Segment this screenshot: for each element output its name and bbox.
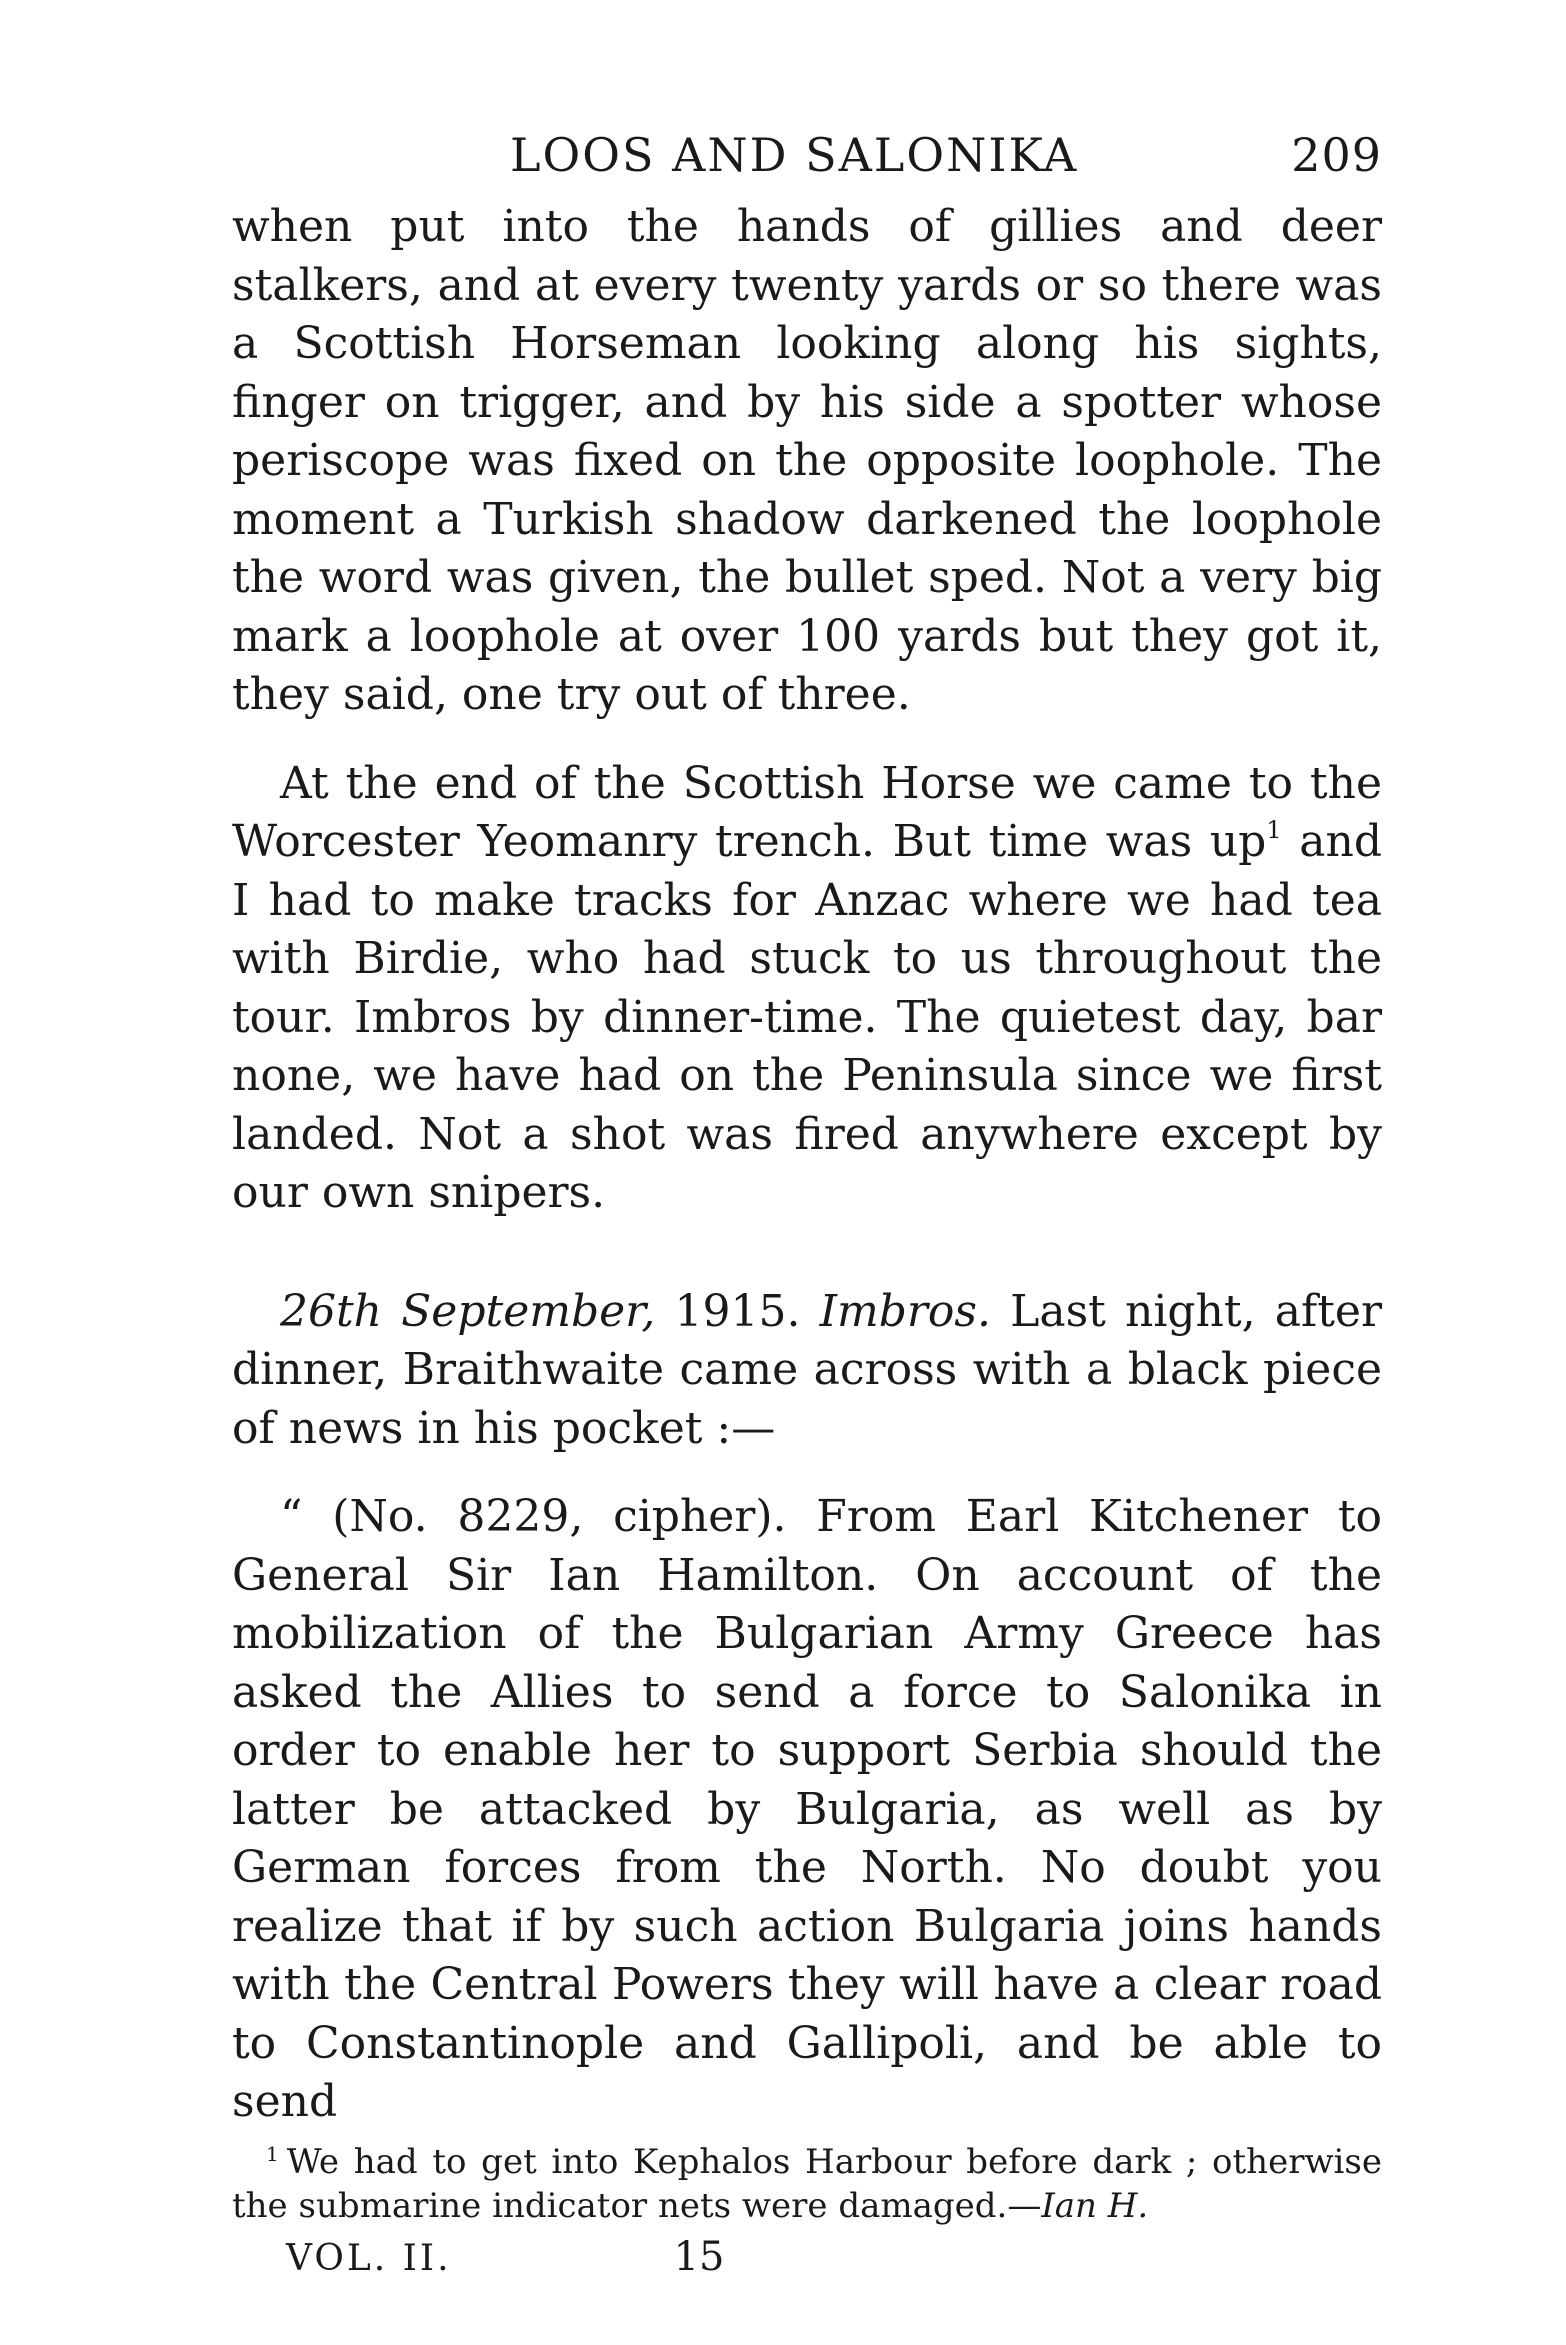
volume-mark: VOL. II. (286, 2237, 452, 2279)
footnote-marker: 1 (266, 2141, 279, 2166)
paragraph-3 (232, 1283, 1382, 1459)
footnote (232, 2140, 1382, 2228)
footnote-text: We had to get into Kephalos Harbour before dark ; otherwise the submarine indicator nets were damaged.— (232, 2141, 1382, 2226)
page-number: 209 (1291, 128, 1382, 182)
paragraph-2 (232, 755, 1382, 1223)
book-page (232, 128, 1382, 2284)
sheet-signature: 15 (673, 2233, 725, 2280)
paragraph-2-text-a: At the end of the Scottish Horse we came to the Worcester Yeomanry trench. But time was up (232, 757, 1382, 867)
paragraph-4-telegram: “ (No. 8229, cipher). From Earl Kitchener to General Sir Ian Hamilton. On account of the mobilization of the Bulgarian Army Greece has asked the Allies to send a force to Salonika in order to enable her to support Serbia should the latter be attacked by Bulgaria, as well as by German forces from the North. No doubt you realize that if by such action Bulgaria joins hands with the Central Powers they will have a clear road to Constantinople and Gallipoli, and be able to send (232, 1491, 1382, 2127)
paragraph-1: when put into the hands of gillies and deer stalkers, and at every twenty yards or so there was a Scottish Horseman looking along his sights, finger on trigger, and by his side a spotter whose periscope was fixed on the opposite loophole. The moment a Turkish shadow darkened the loophole the word was given, the bullet sped. Not a very big mark a loophole at over 100 yards but they got it, they said, one try out of three. (232, 201, 1382, 720)
running-header (232, 128, 1382, 198)
diary-date: 26th September, (280, 1285, 656, 1337)
running-title: LOOS AND SALONIKA (510, 128, 1079, 182)
paragraph-2-text-b: and I had to make tracks for Anzac where we had tea with Birdie, who had stuck to us throughout the tour. Imbros by dinner-time. The quietest day, bar none, we have had on the Peninsula since we first landed. Not a shot was fired anywhere except by our own snipers. (232, 816, 1382, 1218)
footnote-signature: Ian H. (1041, 2185, 1149, 2226)
printer-signature-line (232, 2234, 1382, 2284)
paragraph-3-text: Last night, after dinner, Braithwaite came across with a black piece of news in his pocket :— (232, 1285, 1382, 1454)
diary-year: 1915. (655, 1285, 820, 1337)
footnote-reference: 1 (1266, 816, 1282, 844)
diary-place: Imbros. (819, 1285, 991, 1337)
